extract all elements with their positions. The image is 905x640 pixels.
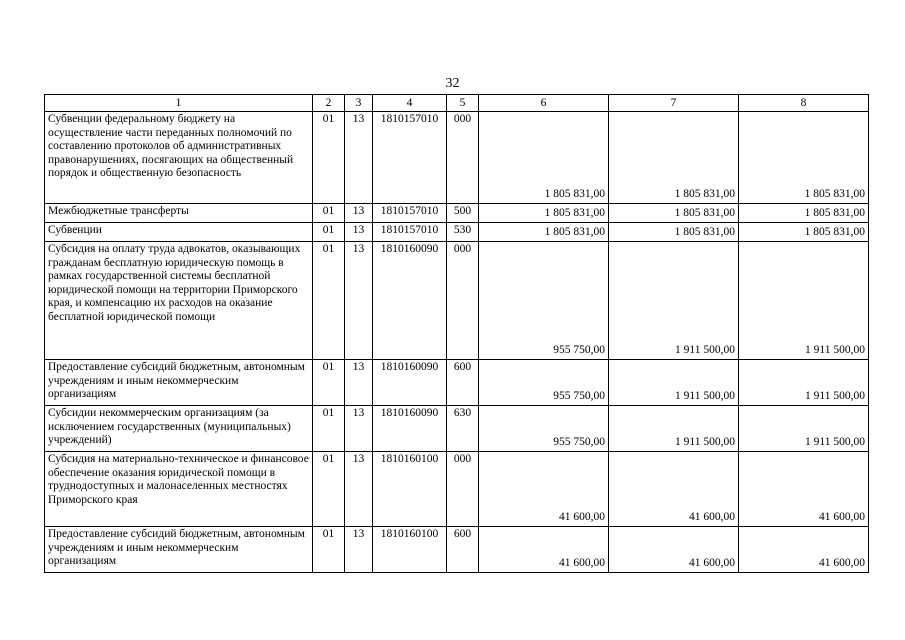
row-name-cell: Субсидия на материально-техническое и финансовое обеспечение оказания юридической помощи в труднодоступных и малонаселенных местностях Приморского края [45,452,313,527]
section-cell: 01 [313,242,345,360]
target-article-cell: 1810160090 [373,360,447,406]
subsection-cell: 13 [345,452,373,527]
amount-cell: 1 805 831,00 [609,112,739,204]
target-article-cell: 1810157010 [373,112,447,204]
expense-type-cell: 600 [447,360,479,406]
column-header: 2 [313,95,345,112]
column-header: 3 [345,95,373,112]
budget-table [44,94,869,573]
amount-cell: 955 750,00 [479,406,609,452]
row-name-cell: Субсидия на оплату труда адвокатов, оказывающих гражданам бесплатную юридическую помощь в рамках государственной системы бесплатной юридической помощи на территории Приморского края, и компенсацию их расходов на оказание бесплатной юридической помощи [45,242,313,360]
amount-cell: 1 805 831,00 [479,223,609,242]
amount-cell: 1 911 500,00 [609,360,739,406]
column-header: 7 [609,95,739,112]
amount-cell: 955 750,00 [479,242,609,360]
table-row [45,452,869,527]
expense-type-cell: 630 [447,406,479,452]
amount-cell: 1 805 831,00 [479,112,609,204]
expense-type-cell: 000 [447,452,479,527]
table-row [45,112,869,204]
column-header: 5 [447,95,479,112]
target-article-cell: 1810160100 [373,527,447,573]
page-number: 32 [445,76,460,91]
expense-type-cell: 000 [447,112,479,204]
table-row [45,406,869,452]
table-row [45,242,869,360]
amount-cell: 41 600,00 [739,527,869,573]
subsection-cell: 13 [345,112,373,204]
subsection-cell: 13 [345,527,373,573]
table-row [45,527,869,573]
amount-cell: 1 911 500,00 [739,360,869,406]
amount-cell: 1 911 500,00 [609,406,739,452]
table-row [45,223,869,242]
amount-cell: 41 600,00 [739,452,869,527]
target-article-cell: 1810160090 [373,406,447,452]
table-row [45,360,869,406]
section-cell: 01 [313,452,345,527]
subsection-cell: 13 [345,223,373,242]
section-cell: 01 [313,360,345,406]
amount-cell: 1 805 831,00 [739,223,869,242]
target-article-cell: 1810157010 [373,223,447,242]
amount-cell: 1 805 831,00 [609,204,739,223]
section-cell: 01 [313,527,345,573]
section-cell: 01 [313,406,345,452]
expense-type-cell: 600 [447,527,479,573]
row-name-cell: Межбюджетные трансферты [45,204,313,223]
row-name-cell: Субвенции [45,223,313,242]
target-article-cell: 1810157010 [373,204,447,223]
amount-cell: 1 911 500,00 [739,242,869,360]
column-header: 1 [45,95,313,112]
amount-cell: 1 805 831,00 [739,204,869,223]
column-header: 4 [373,95,447,112]
amount-cell: 1 805 831,00 [609,223,739,242]
row-name-cell: Субвенции федеральному бюджету на осуществление части переданных полномочий по составлению протоколов об административных правонарушениях, посягающих на общественный порядок и общественную безопасность [45,112,313,204]
expense-type-cell: 500 [447,204,479,223]
subsection-cell: 13 [345,242,373,360]
subsection-cell: 13 [345,204,373,223]
amount-cell: 1 805 831,00 [479,204,609,223]
column-header: 6 [479,95,609,112]
amount-cell: 41 600,00 [479,452,609,527]
expense-type-cell: 530 [447,223,479,242]
header-row [45,95,869,112]
table-body [45,112,869,573]
section-cell: 01 [313,112,345,204]
amount-cell: 41 600,00 [609,527,739,573]
amount-cell: 1 911 500,00 [739,406,869,452]
amount-cell: 1 911 500,00 [609,242,739,360]
subsection-cell: 13 [345,360,373,406]
row-name-cell: Предоставление субсидий бюджетным, автономным учреждениям и иным некоммерческим организациям [45,527,313,573]
amount-cell: 41 600,00 [479,527,609,573]
section-cell: 01 [313,223,345,242]
target-article-cell: 1810160090 [373,242,447,360]
column-header: 8 [739,95,869,112]
table-row [45,204,869,223]
subsection-cell: 13 [345,406,373,452]
target-article-cell: 1810160100 [373,452,447,527]
amount-cell: 41 600,00 [609,452,739,527]
expense-type-cell: 000 [447,242,479,360]
row-name-cell: Субсидии некоммерческим организациям (за исключением государственных (муниципальных) учреждений) [45,406,313,452]
amount-cell: 1 805 831,00 [739,112,869,204]
section-cell: 01 [313,204,345,223]
amount-cell: 955 750,00 [479,360,609,406]
row-name-cell: Предоставление субсидий бюджетным, автономным учреждениям и иным некоммерческим организациям [45,360,313,406]
